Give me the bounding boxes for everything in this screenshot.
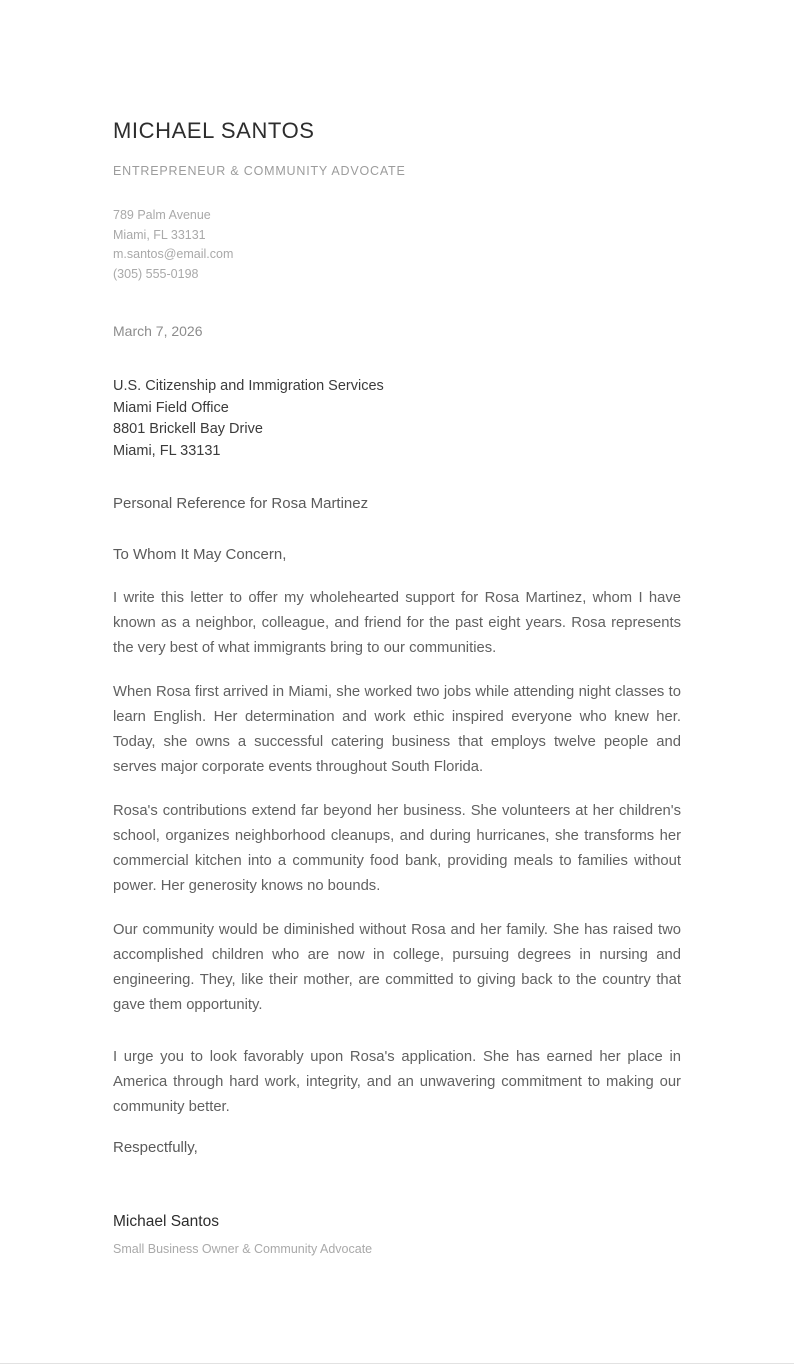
sender-address-line-2: Miami, FL 33131 xyxy=(113,227,206,242)
body-paragraph-1: I write this letter to offer my wholehearted support for Rosa Martinez, whom I have known as a neighbor, colleague, and friend for the past eight years. Rosa represents the very best of what immigrants bring to our communities. xyxy=(113,590,681,656)
sender-email: m.santos@email.com xyxy=(113,247,234,261)
closing: Respectfully, xyxy=(113,1139,198,1156)
recipient-line-1: U.S. Citizenship and Immigration Services xyxy=(113,378,384,394)
sender-contact-block xyxy=(113,206,681,284)
recipient-line-3: 8801 Brickell Bay Drive xyxy=(113,421,263,437)
recipient-line-2: Miami Field Office xyxy=(113,399,229,416)
signature-name: Michael Santos xyxy=(113,1213,219,1230)
sender-address-line-1: 789 Palm Avenue xyxy=(113,208,211,222)
page-bottom-divider xyxy=(0,1363,794,1364)
sender-phone: (305) 555-0198 xyxy=(113,266,199,281)
salutation: To Whom It May Concern, xyxy=(113,546,287,563)
body-paragraph-4: Our community would be diminished without Rosa and her family. She has raised two accomplished children who are now in college, pursuing degrees in nursing and engineering. They, like their mother, are committed to giving back to the country that gave them opportunity. xyxy=(113,922,681,1013)
body-paragraph-3: Rosa's contributions extend far beyond her business. She volunteers at her children's school, organizes neighborhood cleanups, and during hurricanes, she transforms her commercial kitchen into a community food bank, providing meals to families without power. Her generosity knows no bounds. xyxy=(113,803,681,894)
letterhead xyxy=(113,119,681,284)
signature-block xyxy=(113,1212,681,1257)
signature-title: Small Business Owner & Community Advocate xyxy=(113,1242,373,1256)
body-paragraph-2: When Rosa first arrived in Miami, she worked two jobs while attending night classes to learn English. Her determination and work ethic inspired everyone who knew her. Today, she owns a successful catering business that employs twelve people and serves major corporate events throughout South Florida. xyxy=(113,684,681,775)
letter-date: March 7, 2026 xyxy=(113,323,203,339)
sender-name: MICHAEL SANTOS xyxy=(113,118,315,143)
subject-line: Personal Reference for Rosa Martinez xyxy=(113,495,369,512)
recipient-line-4: Miami, FL 33131 xyxy=(113,442,221,459)
sender-title: ENTREPRENEUR & COMMUNITY ADVOCATE xyxy=(113,164,406,178)
recipient-address xyxy=(113,376,681,462)
body-paragraph-5: I urge you to look favorably upon Rosa's application. She has earned her place in America through hard work, integrity, and an unwavering commitment to making our community better. xyxy=(113,1049,681,1115)
